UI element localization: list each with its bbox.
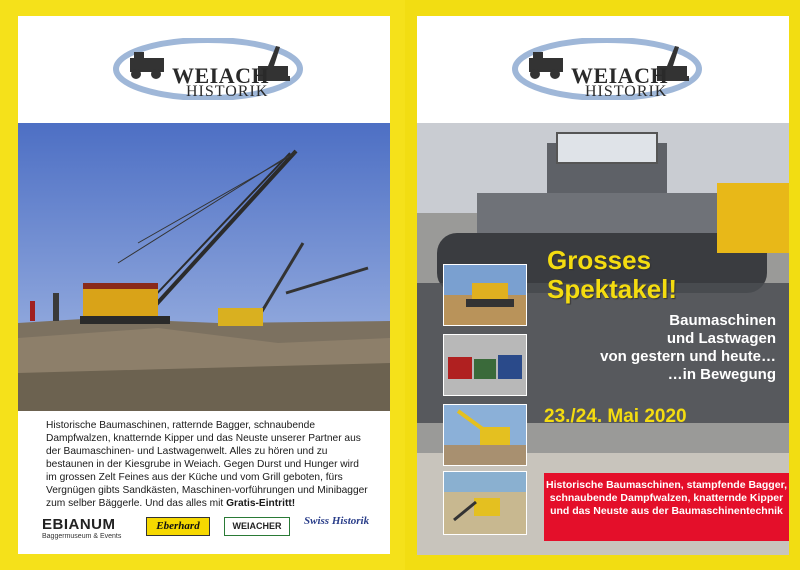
logo-title-right: WEIACH <box>571 63 669 88</box>
sponsor-logos <box>42 513 372 543</box>
thumbnail-excavator <box>443 404 527 466</box>
logo-subtitle-word-right: HISTORIK <box>585 83 668 100</box>
free-entry-text: Gratis-Eintritt! <box>226 498 296 509</box>
eberhard-logo: Eberhard <box>146 517 210 536</box>
headline <box>547 246 677 304</box>
thumbnail-bulldozer <box>443 264 527 326</box>
logo-subtitle-word: HISTORIK <box>186 83 269 100</box>
logo-title: WEIACH <box>172 63 270 88</box>
tagline-line-1: Baumaschinen <box>669 312 776 329</box>
ebianum-logo: EBIANUM <box>42 516 116 533</box>
red-box-text: Historische Baumaschinen, stampfende Bagger, schnaubende Dampfwalzen, knatternde Kipper und das Neuste aus der Baumaschinentechnik <box>546 479 787 517</box>
tagline-line-4: …in Bewegung <box>667 366 776 383</box>
right-flyer-page <box>405 0 800 570</box>
right-page-content <box>417 16 789 554</box>
headline-line-2: Spektakel! <box>547 274 678 304</box>
weiach-historik-logo-right <box>417 38 789 100</box>
event-description <box>46 419 372 510</box>
event-date: 23./24. Mai 2020 <box>544 406 687 427</box>
swiss-historik-logo: Swiss Historik <box>304 515 370 527</box>
headline-line-1: Grosses <box>547 245 652 275</box>
ebianum-subtitle: Baggermuseum & Events <box>42 533 122 540</box>
thumbnail-trucks <box>443 334 527 396</box>
excavator-photo <box>18 123 390 411</box>
description-text: Historische Baumaschinen, ratternde Bagger, schnaubende Dampfwalzen, knatternde Kipper und das Neuste unserer Partner aus der Baumaschinen- und Lastwagenwelt. Alles zu hören und zu bestaunen in der Kiesgrube in Weiach. Gegen Durst und Hunger wird im grossen Zelt Feines aus der Küche und vom Grill geboten, fürs Vergnügen gibts Sandkästen, Maschinen-vorführungen und Minibagger zum selber Bäggerle. Und das alles mit <box>46 420 368 509</box>
tagline-line-2: und Lastwagen <box>666 330 776 347</box>
weiacher-logo: WEIACHER <box>224 517 290 536</box>
left-page-content <box>18 16 390 554</box>
tagline-line-3: von gestern und heute… <box>600 348 776 365</box>
weiach-historik-logo <box>18 38 390 100</box>
tagline <box>561 312 776 384</box>
thumbnail-minibagger <box>443 471 527 535</box>
